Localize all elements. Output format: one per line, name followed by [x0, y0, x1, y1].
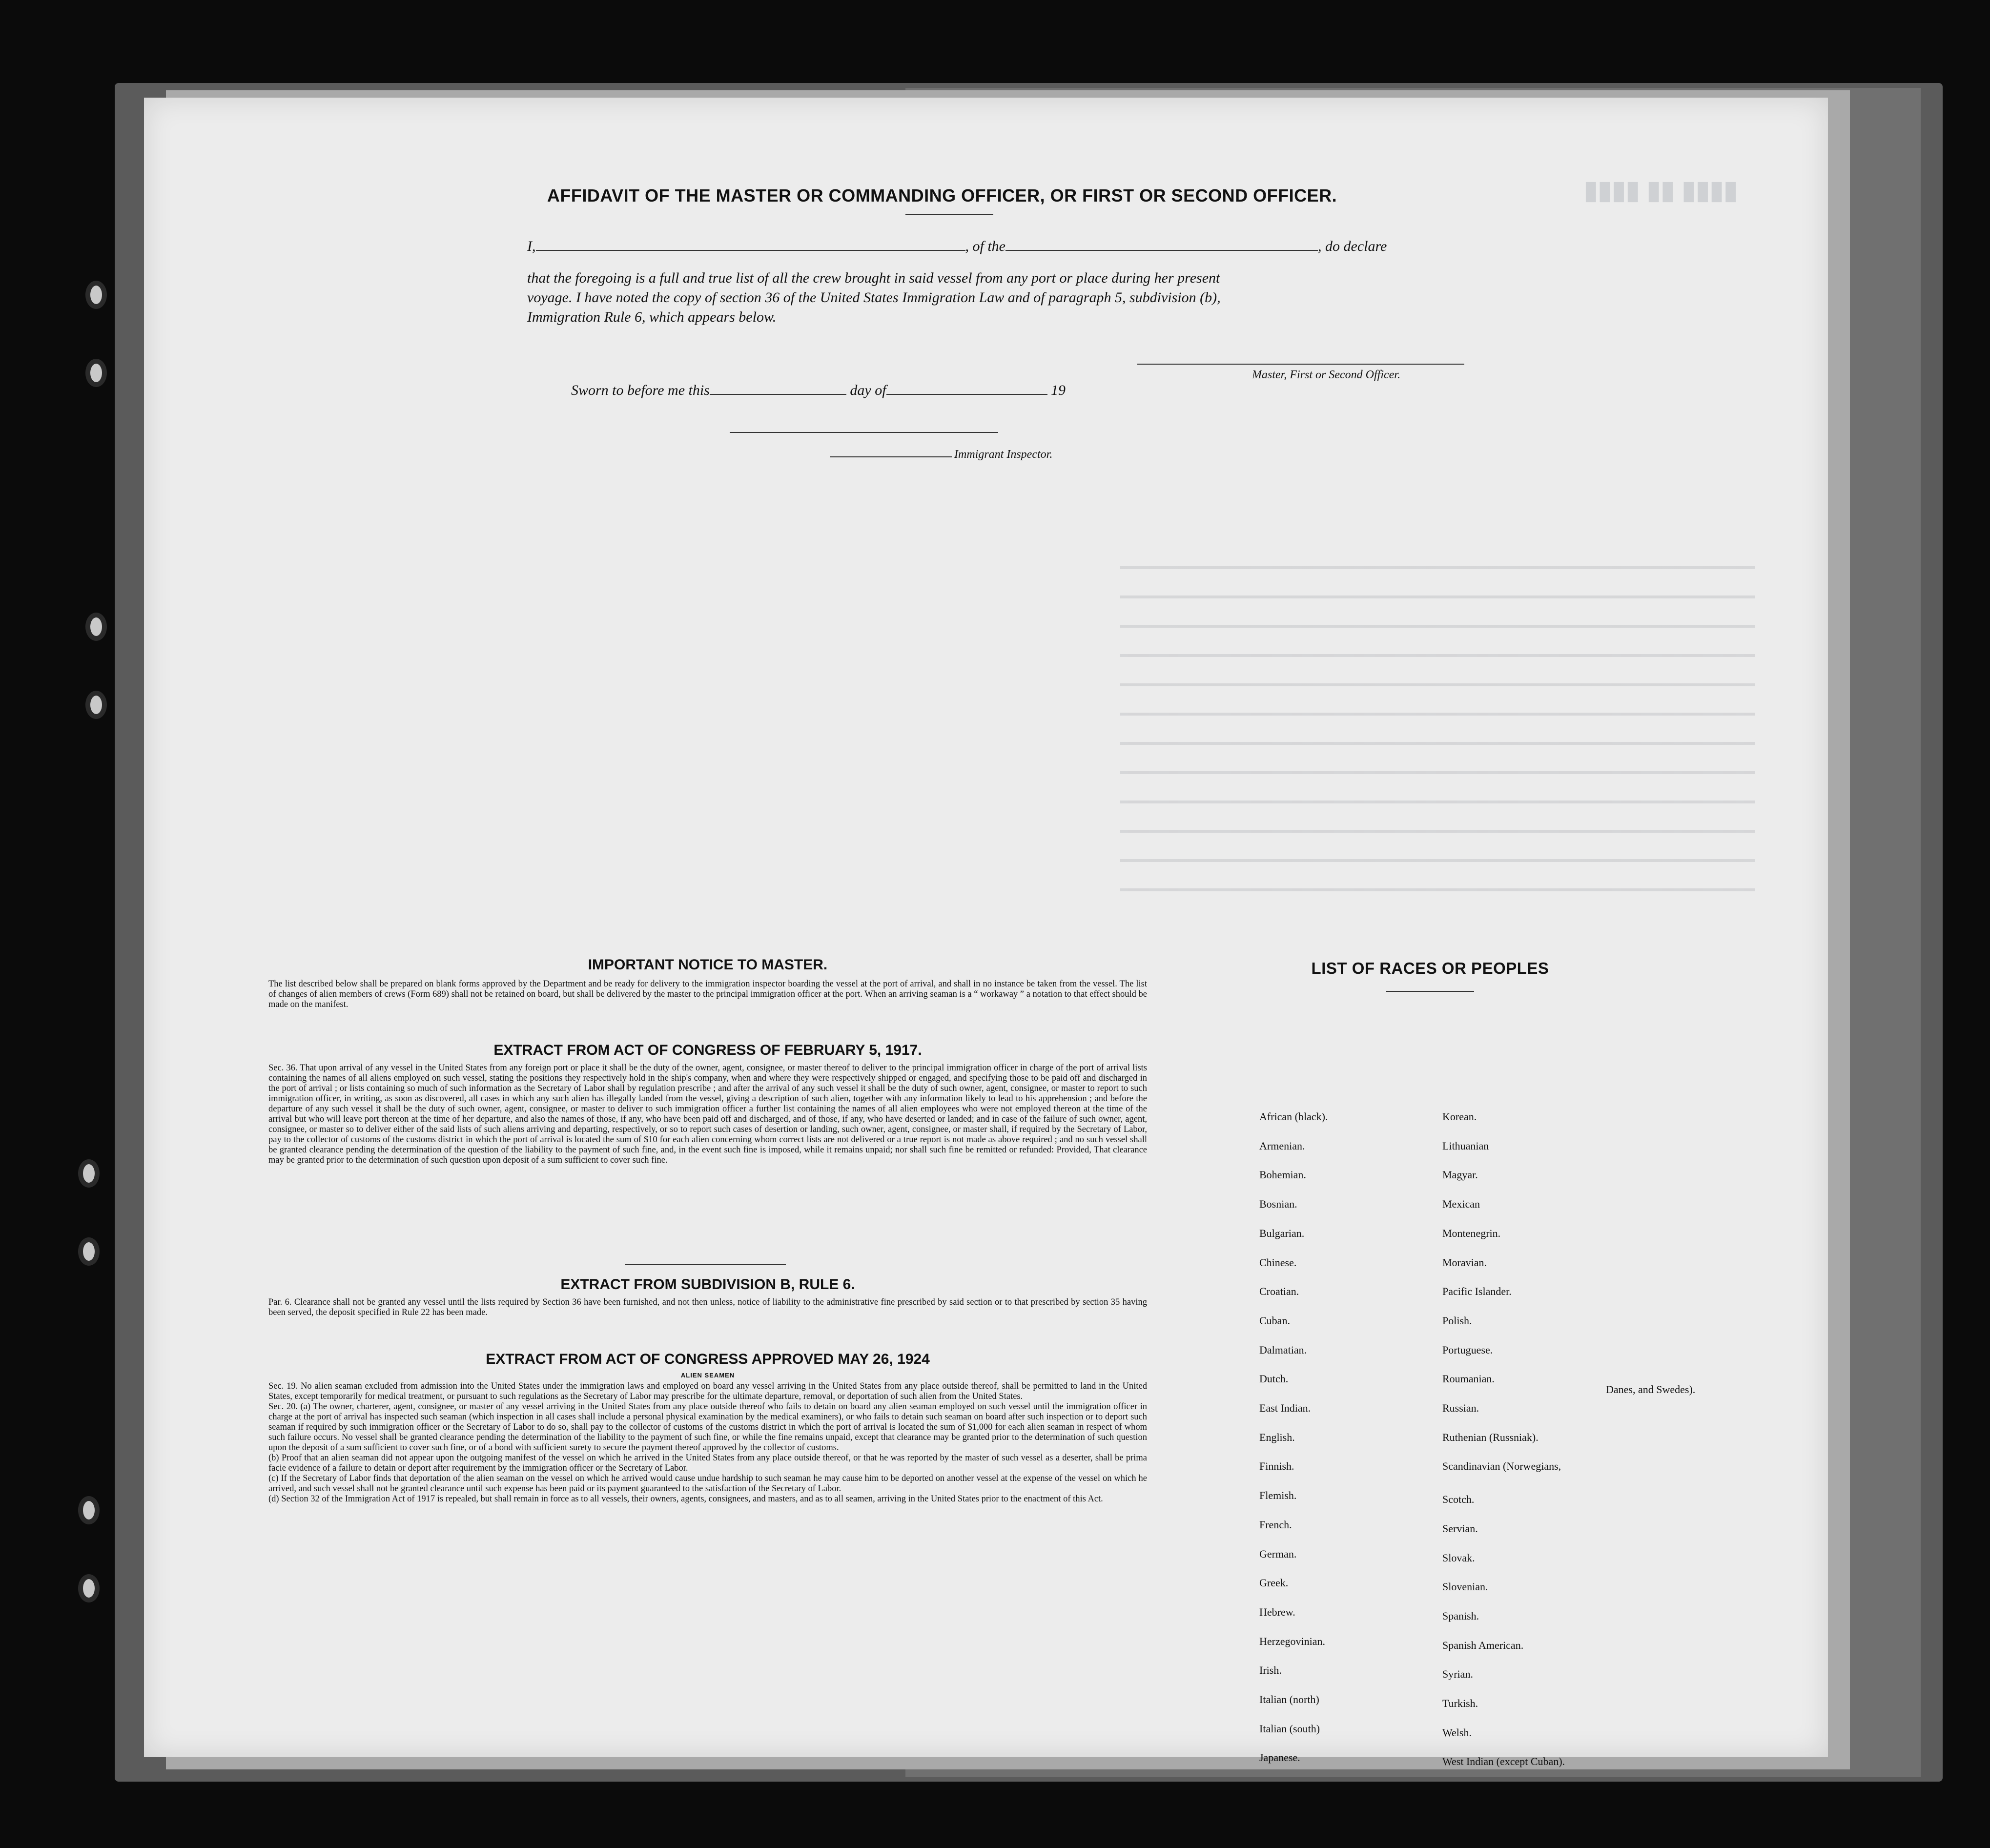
race-item: Croatian. — [1259, 1285, 1299, 1297]
race-item: Portuguese. — [1442, 1344, 1493, 1356]
act-1917-text: Sec. 36. That upon arrival of any vessel in the United States from any foreign port or place it shall be the duty of the owner, agent, consignee, or master thereof to deliver to the principal immigration officer in charge of the port of arrival lists containing the names of all aliens employed on such vessel, stating the positions they respectively hold in the ship's company, when and where they were respectively shipped or engaged, and specifying those to be paid off and discharged in the port of arrival ; or lists containing so much of such information as the Secretary of Labor shall by regulation prescribe ; and after the arrival of any such vessel it shall be the duty of such owner, agent, consignee, or master to report to such immigration officer, in writing, as soon as discovered, all cases in which any such alien has illegally landed from the vessel, giving a description of such alien, together with any information likely to lead to his apprehension ; and before the departure of any such vessel it shall be the duty of such owner, agent, consignee, or master to deliver to such immigration officer a further list containing the names of all alien employees who were not employed thereon at the time of the arrival but who will leave port thereon at the time of her departure, and also the names of those, if any, who have been paid off and discharged, and of those, if any, who have deserted or landed; and in case of the failure of such owner, agent, consignee, or master so to deliver either of the said lists of such aliens arriving and departing, respectively, or so to report such cases of desertion or landing, such owner, agent, consignee, or master shall, if required by the Secretary of Labor, pay to the collector of customs of the customs district in which the port of arrival is located the sum of $10 for each alien concerning whom correct lists are not delivered or a true report is not made as above required ; and no such vessel shall be granted clearance pending the determination of the question of the liability to the payment of such fine, and, in the event such fine is imposed, while it remains unpaid; nor shall such fine be remitted or refunded: Provided, That clearance may be granted prior to the determination of such question upon deposit of a sum sufficient to cover such fine. — [268, 1063, 1147, 1165]
race-item: Slovak. — [1442, 1552, 1475, 1564]
binder-hole — [78, 1496, 100, 1524]
binder-hole — [78, 1159, 100, 1188]
races-rule — [1386, 991, 1474, 992]
month-blank — [886, 381, 1047, 395]
master-caption: Master, First or Second Officer. — [1252, 369, 1400, 381]
affidavit-title: AFFIDAVIT OF THE MASTER OR COMMANDING OFFICER, OR FIRST OR SECOND OFFICER. — [547, 185, 1337, 205]
race-item: Armenian. — [1259, 1140, 1305, 1152]
rule-6-title: EXTRACT FROM SUBDIVISION B, RULE 6. — [560, 1276, 855, 1293]
race-item: Chinese. — [1259, 1256, 1297, 1269]
race-item: Spanish. — [1442, 1610, 1479, 1622]
race-item: Roumanian. — [1442, 1373, 1495, 1385]
sworn-line — [571, 381, 1066, 400]
race-item: Hebrew. — [1259, 1606, 1295, 1618]
race-item: Magyar. — [1442, 1169, 1478, 1181]
race-item: Welsh. — [1442, 1726, 1472, 1739]
binder-hole — [78, 1237, 100, 1266]
sworn-text: Sworn to before me this — [571, 382, 710, 398]
name-blank — [536, 237, 965, 251]
race-item: Turkish. — [1442, 1697, 1478, 1709]
race-item: Italian (south) — [1259, 1723, 1320, 1735]
day-of-text: day of — [850, 382, 886, 398]
inspector-short-line — [830, 456, 952, 457]
race-item: Montenegrin. — [1442, 1227, 1501, 1239]
race-item: Ruthenian (Russniak). — [1442, 1431, 1539, 1443]
race-item: Finnish. — [1259, 1460, 1294, 1472]
race-item: Irish. — [1259, 1664, 1282, 1676]
affidavit-page — [144, 98, 1828, 1767]
race-item: Dalmatian. — [1259, 1344, 1307, 1356]
section-divider — [625, 1264, 786, 1265]
rule-6-text: Par. 6. Clearance shall not be granted any vessel until the lists required by Section 36 have been furnished, and not then unless, notice of liability to the administrative fine prescribed by said section or to that prescribed by section 35 having been served, the deposit specified in Rule 22 has been made. — [268, 1297, 1147, 1317]
race-item: Flemish. — [1259, 1489, 1297, 1501]
race-item: Pacific Islander. — [1442, 1285, 1512, 1297]
affidavit-i: I, — [527, 238, 536, 254]
affidavit-do-declare: , do declare — [1318, 238, 1387, 254]
day-blank — [710, 381, 846, 395]
race-item: Bosnian. — [1259, 1198, 1297, 1210]
race-item: Dutch. — [1259, 1373, 1289, 1385]
race-item: African (black). — [1259, 1110, 1328, 1123]
race-item: Polish. — [1442, 1314, 1472, 1327]
race-item: West Indian (except Cuban). — [1442, 1755, 1565, 1767]
binder-hole — [85, 691, 107, 719]
affidavit-line-3: voyage. I have noted the copy of section 36 of the United States Immigration Law and of paragraph 5, subdivision (b), — [527, 289, 1221, 306]
act-1924-title: EXTRACT FROM ACT OF CONGRESS APPROVED MAY 26, 1924 — [486, 1351, 930, 1367]
races-title: LIST OF RACES OR PEOPLES — [1311, 959, 1549, 977]
race-item: German. — [1259, 1548, 1297, 1560]
notice-title: IMPORTANT NOTICE TO MASTER. — [588, 957, 828, 973]
affidavit-line-1 — [527, 237, 1387, 256]
race-item: Japanese. — [1259, 1751, 1300, 1764]
race-item: Scotch. — [1442, 1493, 1475, 1505]
race-item: Korean. — [1442, 1110, 1477, 1123]
act-1924-subtitle: ALIEN SEAMEN — [680, 1372, 735, 1379]
binder-hole — [85, 359, 107, 387]
race-item: Lithuanian — [1442, 1140, 1489, 1152]
binder-hole — [78, 1574, 100, 1602]
race-item: Russian. — [1442, 1402, 1479, 1414]
notice-text: The list described below shall be prepared on blank forms approved by the Department and be ready for delivery to the immigration inspector boarding the vessel at the port of arrival, and shall in no instance be taken from the vessel. The list of changes of alien members of crews (Form 689) shall not be retained on board, but shall be delivered by the master to the principal immigration officer at the port. When an arriving seaman is a “ workaway ” a notation to that effect should be made on the manifest. — [268, 979, 1147, 1009]
act-1917-title: EXTRACT FROM ACT OF CONGRESS OF FEBRUARY 5, 1917. — [493, 1042, 922, 1058]
race-item: Syrian. — [1442, 1668, 1473, 1680]
race-item: Cuban. — [1259, 1314, 1290, 1327]
race-item: Spanish American. — [1442, 1639, 1524, 1651]
affidavit-line-4: Immigration Rule 6, which appears below. — [527, 309, 777, 325]
inspector-caption: Immigrant Inspector. — [954, 448, 1053, 461]
year-prefix: 19 — [1051, 382, 1066, 398]
race-item: English. — [1259, 1431, 1295, 1443]
race-item: Greek. — [1259, 1577, 1289, 1589]
race-item: Bohemian. — [1259, 1169, 1306, 1181]
race-item: Moravian. — [1442, 1256, 1487, 1269]
race-item: Italian (north) — [1259, 1693, 1319, 1705]
bleed-through-lines — [1120, 566, 1755, 918]
race-item: Mexican — [1442, 1198, 1480, 1210]
race-item: Bulgarian. — [1259, 1227, 1305, 1239]
race-item: Herzegovinian. — [1259, 1635, 1325, 1647]
binder-hole — [85, 613, 107, 641]
race-item: French. — [1259, 1519, 1292, 1531]
act-1924-text: Sec. 19. No alien seaman excluded from admission into the United States under the immigration laws and employed on board any vessel arriving in the United States from any place outside thereof, shall be permitted to land in the United States, except temporarily for medical treatment, or pursuant to such regulations as the Secretary of Labor may prescribe for the ultimate departure, removal, or deportation of such alien from the United States. Sec. 20. (a) The owner, charterer, agent, consignee, or master of any vessel arriving in the United States from any place outside thereof who fails to detain on board any alien seaman employed on such vessel until the immigration officer in charge at the port of arrival has inspected such seaman (which inspection in all cases shall include a personal physical examination by the medical examiners), or who fails to detain such seaman on board after such inspection or to deport such seaman if required by such immigration officer or the Secretary of Labor to do so, shall pay to the collector of customs of the customs district in which the port of arrival is located the sum of $1,000 for each alien seaman in respect of whom such failure occurs. No vessel shall be granted clearance pending the determination of the liability to the payment of such fine, or while the fine remains unpaid, except that clearance may be granted prior to the determination of such question upon the deposit of a sum sufficient to cover such fine, or of a bond with sufficient surety to secure the payment thereof approved by the collector of customs. (b) Proof that an alien seaman did not appear upon the outgoing manifest of the vessel on which he arrived in the United States from any place outside thereof, or that he was reported by the master of such vessel as a deserter, shall be prima facie evidence of a failure to detain or deport after requirement by the immigration officer or the Secretary of Labor. (c) If the Secretary of Labor finds that deportation of the alien seaman on the vessel on which he arrived would cause undue hardship to such seaman he may cause him to be deported on another vessel at the expense of the vessel on which he arrived, and such vessel shall not be granted clearance until such expense has been paid or its payment guaranteed to the satisfaction of the Secretary of Labor. (d) Section 32 of the Immigration Act of 1917 is repealed, but shall remain in force as to all vessels, their owners, agents, consignees, and masters, and as to all seamen, arriving in the United States prior to the enactment of this Act. — [268, 1381, 1147, 1504]
title-rule — [905, 214, 993, 215]
race-item-continuation: Danes, and Swedes). — [1606, 1383, 1696, 1396]
race-item: Servian. — [1442, 1522, 1478, 1535]
affidavit-line-2: that the foregoing is a full and true list of all the crew brought in said vessel from any port or place during her present — [527, 270, 1220, 286]
master-signature-line — [1137, 364, 1464, 365]
race-item: Scandinavian (Norwegians, — [1442, 1460, 1561, 1472]
race-item: East Indian. — [1259, 1402, 1311, 1414]
bleed-through: ▮▮▮▮ ▮▮ ▮▮▮▮ — [1584, 176, 1738, 205]
race-item: Slovenian. — [1442, 1581, 1488, 1593]
binder-hole — [85, 281, 107, 309]
affidavit-of-the: , of the — [965, 238, 1005, 254]
vessel-blank — [1005, 237, 1318, 251]
inspector-signature-line — [730, 432, 998, 433]
